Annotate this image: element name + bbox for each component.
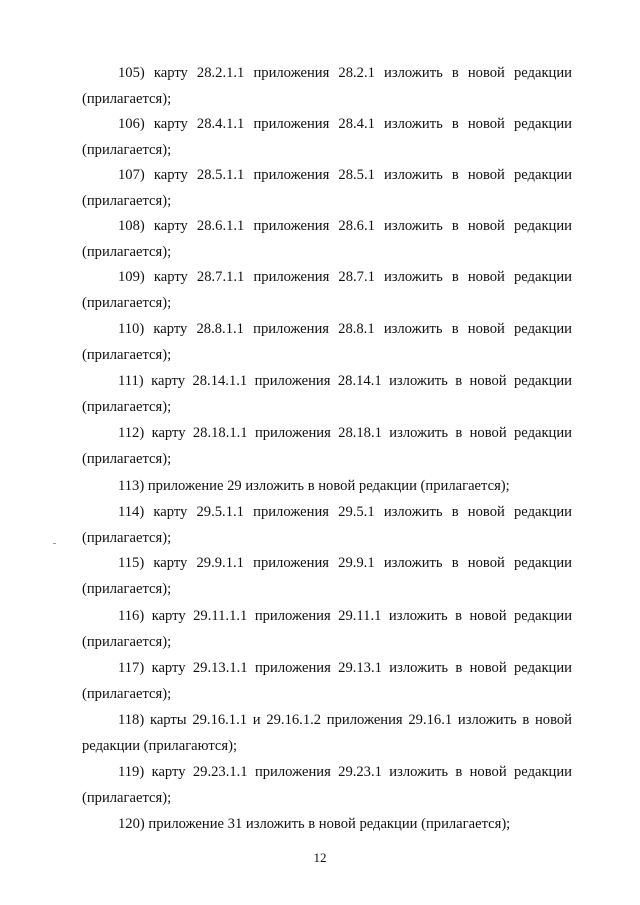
list-item-text: 118) карты 29.16.1.1 и 29.16.1.2 приложения 29.16.1 изложить в новой <box>118 712 572 728</box>
list-item-continuation: (прилагается); <box>82 399 172 415</box>
list-item-text: 110) карту 28.8.1.1 приложения 28.8.1 изложить в новой редакции <box>118 321 572 337</box>
list-item-text: 109) карту 28.7.1.1 приложения 28.7.1 изложить в новой редакции <box>118 269 572 285</box>
list-item-text: 108) карту 28.6.1.1 приложения 28.6.1 изложить в новой редакции <box>118 218 572 234</box>
list-item <box>82 499 572 551</box>
list-item <box>82 707 572 759</box>
list-item-continuation: (прилагается); <box>82 634 172 650</box>
list-item <box>82 655 572 707</box>
list-item-text: 115) карту 29.9.1.1 приложения 29.9.1 изложить в новой редакции <box>118 555 572 571</box>
list-item-continuation: (прилагается); <box>82 790 172 806</box>
list-item-continuation: (прилагается); <box>82 686 172 702</box>
list-item-text: 114) карту 29.5.1.1 приложения 29.5.1 изложить в новой редакции <box>118 504 572 520</box>
list-item-continuation: (прилагается); <box>82 530 172 546</box>
list-item-text: 107) карту 28.5.1.1 приложения 28.5.1 изложить в новой редакции <box>118 167 572 183</box>
list-item <box>82 811 572 837</box>
list-item <box>82 111 572 163</box>
list-item-text: 116) карту 29.11.1.1 приложения 29.11.1 изложить в новой редакции <box>118 608 572 624</box>
list-item-text: 111) карту 28.14.1.1 приложения 28.14.1 изложить в новой редакции <box>118 373 572 389</box>
list-item-text: 117) карту 29.13.1.1 приложения 29.13.1 изложить в новой редакции <box>118 660 572 676</box>
list-item <box>82 368 572 420</box>
scan-speck <box>53 543 56 544</box>
list-item <box>82 420 572 472</box>
list-item-text: 106) карту 28.4.1.1 приложения 28.4.1 изложить в новой редакции <box>118 116 572 132</box>
list-item-continuation: (прилагается); <box>82 91 172 107</box>
list-item <box>82 550 572 602</box>
list-item-continuation: (прилагается); <box>82 295 172 311</box>
list-item-text: 112) карту 28.18.1.1 приложения 28.18.1 изложить в новой редакции <box>118 425 572 441</box>
list-item <box>82 162 572 214</box>
list-item <box>82 473 572 499</box>
list-item <box>82 264 572 316</box>
list-item-text: 119) карту 29.23.1.1 приложения 29.23.1 изложить в новой редакции <box>118 764 572 780</box>
list-item <box>82 603 572 655</box>
list-item-continuation: (прилагается); <box>82 347 172 363</box>
list-item-continuation: редакции (прилагаются); <box>82 738 238 754</box>
list-item-continuation: (прилагается); <box>82 244 172 260</box>
list-item-continuation: (прилагается); <box>82 142 172 158</box>
list-item-continuation: (прилагается); <box>82 451 172 467</box>
list-item <box>82 759 572 811</box>
list-item <box>82 213 572 265</box>
list-item-text: 120) приложение 31 изложить в новой редакции (прилагается); <box>118 816 511 832</box>
list-item-text: 113) приложение 29 изложить в новой редакции (прилагается); <box>118 478 510 494</box>
list-item-text: 105) карту 28.2.1.1 приложения 28.2.1 изложить в новой редакции <box>118 65 572 81</box>
list-item <box>82 316 572 368</box>
list-item-continuation: (прилагается); <box>82 581 172 597</box>
list-item <box>82 60 572 112</box>
list-item-continuation: (прилагается); <box>82 193 172 209</box>
page-number: 12 <box>313 850 327 865</box>
